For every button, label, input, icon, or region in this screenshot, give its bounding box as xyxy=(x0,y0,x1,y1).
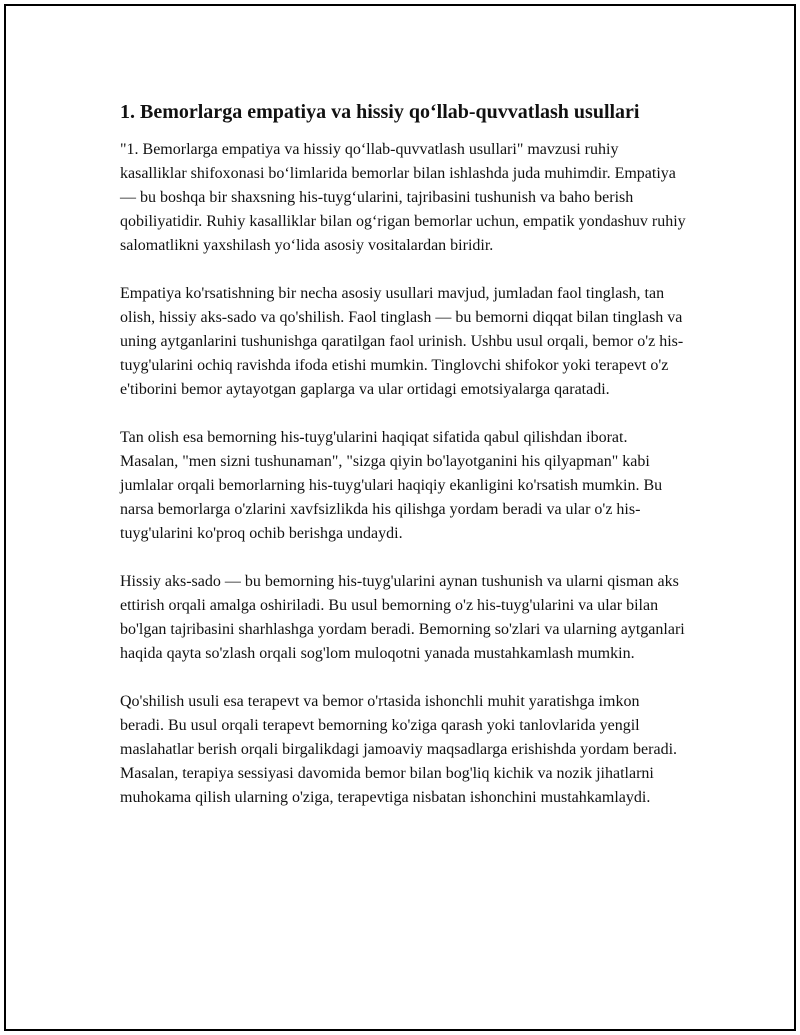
paragraph-empathy-methods: Empatiya ko'rsatishning bir necha asosiy usullari mavjud, jumladan faol tinglash, tan olish, hissiy aks-sado va qo'shilish. Faol tinglash — bu bemorni diqqat bilan tinglash va uning aytganlarini tushunishga qaratilgan faol urinish. Ushbu usul orqali, bemor o'z his-tuyg'ularini ochiq ravishda ifoda etishi mumkin. Tinglovchi shifokor yoki terapevt o'z e'tiborini bemor aytayotgan gaplarga va ular ortidagi emotsiyalarga qaratadi. xyxy=(120,285,684,398)
section-title: 1. Bemorlarga empatiya va hissiy qo‘llab-quvvatlash usullari xyxy=(120,101,640,123)
document-body xyxy=(120,98,686,834)
paragraph-joining: Qo'shilish usuli esa terapevt va bemor o'rtasida ishonchli muhit yaratishga imkon beradi. Bu usul orqali terapevt bemorning ko'ziga qarash yoki tanlovlarida yengil maslahatlar berish orqali birgalikdagi jamoaviy maqsadlarga erishishda yordam beradi. Masalan, terapiya sessiyasi davomida bemor bilan bog'liq kichik va nozik jihatlarni muhokama qilish ularning o'ziga, terapevtiga nisbatan ishonchini mustahkamlaydi. xyxy=(120,693,678,806)
paragraph-emotional-echo: Hissiy aks-sado — bu bemorning his-tuyg'ularini aynan tushunish va ularni qisman aks ettirish orqali amalga oshiriladi. Bu usul bemorning o'z his-tuyg'ularini va ular bilan bo'lgan tajribasini sharhlashga yordam beradi. Bemorning so'zlari va ularning aytganlari haqida qayta so'zlash orqali sog'lom muloqotni yanada mustahkamlash mumkin. xyxy=(120,573,685,662)
paragraph-acknowledgement: Tan olish esa bemorning his-tuyg'ularini haqiqat sifatida qabul qilishdan iborat. Masalan, "men sizni tushunaman", "sizga qiyin bo'layotganini his qilyapman" kabi jumlalar orqali bemorlarning his-tuyg'ulari haqiqiy ekanligini ko'rsatish mumkin. Bu narsa bemorlarga o'zlarini xavfsizlikda his qilishga yordam beradi va ular o'z his-tuyg'ularini ko'proq ochib berishga undaydi. xyxy=(120,429,663,542)
page-frame xyxy=(4,4,796,1031)
paragraph-intro: "1. Bemorlarga empatiya va hissiy qo‘llab-quvvatlash usullari" mavzusi ruhiy kasalliklar shifoxonasi bo‘limlarida bemorlar bilan ishlashda juda muhimdir. Empatiya — bu boshqa bir shaxsning his-tuyg‘ularini, tajribasini tushunish va baho berish qobiliyatidir. Ruhiy kasalliklar bilan og‘rigan bemorlar uchun, empatik yondashuv ruhiy salomatlikni yaxshilash yo‘lida asosiy vositalardan biridir. xyxy=(120,141,686,254)
